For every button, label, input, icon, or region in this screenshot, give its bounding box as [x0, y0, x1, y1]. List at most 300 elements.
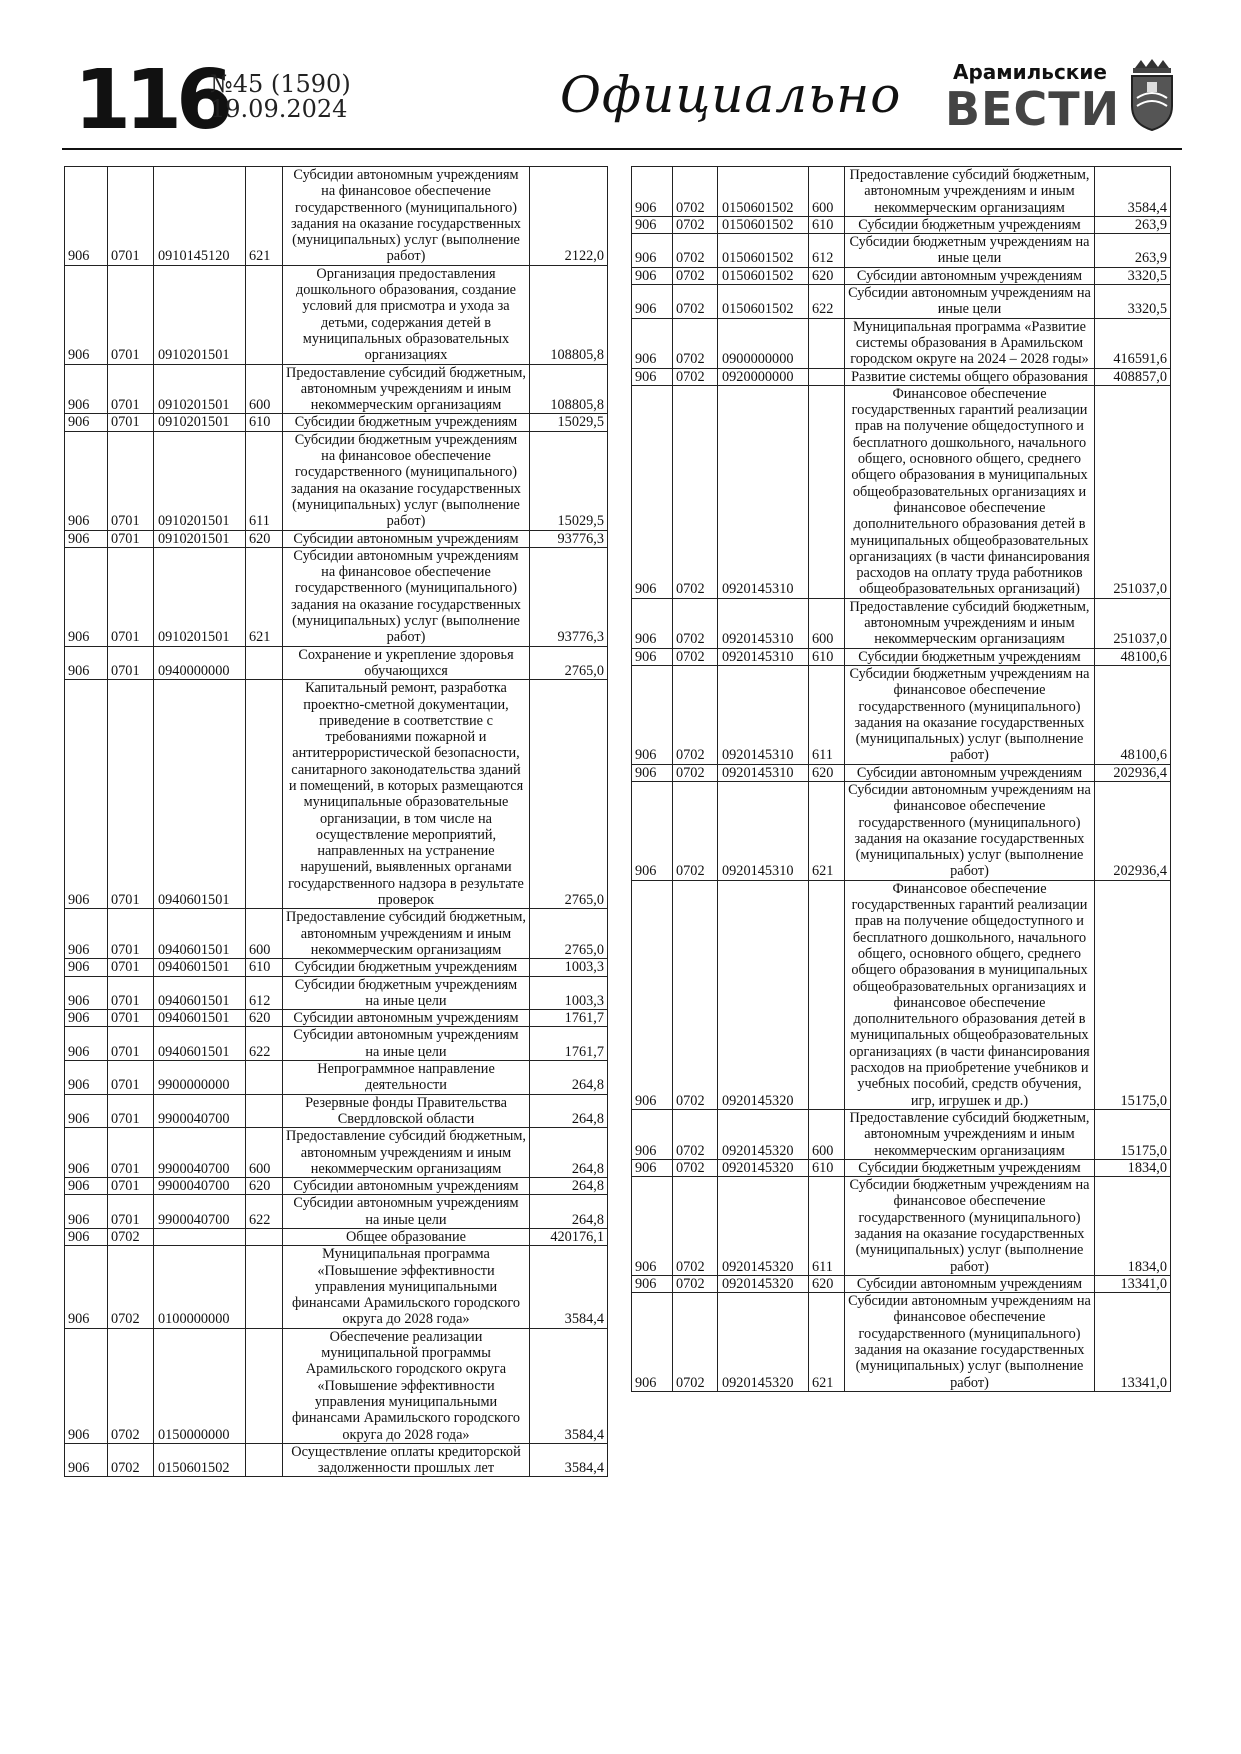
item-name-cell: Субсидии автономным учреждениям на финансовое обеспечение государственного (муниципального) задания на оказание государственных (муниципальных) услуг (выполнение работ) — [283, 547, 530, 646]
table-row — [65, 959, 608, 976]
item-name-cell: Субсидии автономным учреждениям на финансовое обеспечение государственного (муниципального) задания на оказание государственных (муниципальных) услуг (выполнение работ) — [283, 167, 530, 266]
expense-type-cell: 620 — [809, 764, 845, 781]
article-code-cell: 0940601501 — [154, 959, 246, 976]
dept-code-cell: 906 — [632, 764, 673, 781]
expense-type-cell: 621 — [809, 781, 845, 880]
amount-cell: 15175,0 — [1095, 880, 1171, 1109]
item-name-cell: Субсидии бюджетным учреждениям на финансовое обеспечение государственного (муниципального) задания на оказание государственных (муниципальных) услуг (выполнение работ) — [845, 1177, 1095, 1276]
section-code-cell: 0702 — [673, 1177, 718, 1276]
section-code-cell: 0701 — [108, 1178, 154, 1195]
table-row — [65, 1246, 608, 1328]
article-code-cell: 9900000000 — [154, 1061, 246, 1095]
amount-cell: 263,9 — [1095, 216, 1171, 233]
expense-type-cell — [246, 265, 283, 364]
amount-cell: 48100,6 — [1095, 648, 1171, 665]
dept-code-cell: 906 — [632, 1293, 673, 1392]
table-row — [632, 880, 1171, 1109]
section-code-cell: 0701 — [108, 909, 154, 959]
item-name-cell: Финансовое обеспечение государственных гарантий реализации прав на получение общедоступного и бесплатного дошкольного, начального общего, основного общего, среднего общего образования в муниципальных общеобразовательных организациях и финансовое обеспечение дополнительного образования детей в муниципальных общеобразовательных организациях (в части финансирования расходов на оплату труда работников общеобразовательных организаций) — [845, 385, 1095, 598]
issue-number: №45 (1590) — [210, 70, 351, 98]
item-name-cell: Предоставление субсидий бюджетным, автономным учреждениям и иным некоммерческим организациям — [845, 598, 1095, 648]
dept-code-cell: 906 — [65, 167, 108, 266]
city-crest-icon — [1127, 58, 1177, 132]
article-code-cell: 9900040700 — [154, 1094, 246, 1128]
table-row — [632, 781, 1171, 880]
budget-table-left — [64, 166, 608, 1477]
expense-type-cell: 621 — [246, 167, 283, 266]
dept-code-cell: 906 — [65, 1178, 108, 1195]
expense-type-cell: 620 — [246, 1010, 283, 1027]
item-name-cell: Субсидии бюджетным учреждениям — [283, 414, 530, 431]
expense-type-cell — [809, 318, 845, 368]
amount-cell: 2765,0 — [530, 909, 608, 959]
article-code-cell: 0920145320 — [718, 1177, 809, 1276]
dept-code-cell: 906 — [65, 680, 108, 909]
dept-code-cell: 906 — [65, 1061, 108, 1095]
item-name-cell: Предоставление субсидий бюджетным, автономным учреждениям и иным некоммерческим организациям — [283, 909, 530, 959]
table-row — [65, 265, 608, 364]
article-code-cell: 0920145320 — [718, 880, 809, 1109]
issue-date: 19.09.2024 — [210, 95, 348, 124]
item-name-cell: Субсидии бюджетным учреждениям на иные цели — [845, 234, 1095, 268]
article-code-cell: 0920145310 — [718, 764, 809, 781]
logo-small-text: Арамильские — [953, 60, 1107, 84]
dept-code-cell: 906 — [65, 1328, 108, 1443]
amount-cell: 3320,5 — [1095, 285, 1171, 319]
section-title: Официально — [560, 66, 902, 124]
section-code-cell: 0701 — [108, 414, 154, 431]
budget-table-right — [631, 166, 1171, 1392]
expense-type-cell: 610 — [809, 1159, 845, 1176]
expense-type-cell: 612 — [246, 976, 283, 1010]
dept-code-cell: 906 — [65, 265, 108, 364]
table-row — [65, 431, 608, 530]
amount-cell: 108805,8 — [530, 364, 608, 414]
dept-code-cell: 906 — [632, 1109, 673, 1159]
table-row — [65, 364, 608, 414]
dept-code-cell: 906 — [65, 976, 108, 1010]
amount-cell: 13341,0 — [1095, 1293, 1171, 1392]
expense-type-cell: 610 — [246, 414, 283, 431]
item-name-cell: Непрограммное направление деятельности — [283, 1061, 530, 1095]
section-code-cell: 0701 — [108, 1094, 154, 1128]
article-code-cell: 0910201501 — [154, 547, 246, 646]
item-name-cell: Субсидии бюджетным учреждениям — [845, 648, 1095, 665]
section-code-cell: 0702 — [673, 234, 718, 268]
dept-code-cell: 906 — [632, 648, 673, 665]
table-row — [65, 1128, 608, 1178]
table-row — [632, 1159, 1171, 1176]
amount-cell: 263,9 — [1095, 234, 1171, 268]
article-code-cell: 0910145120 — [154, 167, 246, 266]
amount-cell: 2765,0 — [530, 646, 608, 680]
table-row — [632, 1293, 1171, 1392]
amount-cell: 15029,5 — [530, 431, 608, 530]
expense-type-cell: 600 — [809, 598, 845, 648]
expense-type-cell — [809, 385, 845, 598]
expense-type-cell: 611 — [809, 665, 845, 764]
section-code-cell: 0701 — [108, 364, 154, 414]
item-name-cell: Сохранение и укрепление здоровья обучающихся — [283, 646, 530, 680]
expense-type-cell: 600 — [246, 909, 283, 959]
item-name-cell: Субсидии автономным учреждениям на финансовое обеспечение государственного (муниципального) задания на оказание государственных (муниципальных) услуг (выполнение работ) — [845, 781, 1095, 880]
expense-type-cell — [246, 1229, 283, 1246]
section-code-cell: 0702 — [673, 1109, 718, 1159]
table-row — [65, 1328, 608, 1443]
article-code-cell: 0920145320 — [718, 1159, 809, 1176]
table-row — [65, 909, 608, 959]
item-name-cell: Субсидии бюджетным учреждениям на финансовое обеспечение государственного (муниципального) задания на оказание государственных (муниципальных) услуг (выполнение работ) — [283, 431, 530, 530]
item-name-cell: Предоставление субсидий бюджетным, автономным учреждениям и иным некоммерческим организациям — [283, 1128, 530, 1178]
dept-code-cell: 906 — [632, 318, 673, 368]
item-name-cell: Субсидии автономным учреждениям на иные цели — [845, 285, 1095, 319]
table-row — [632, 285, 1171, 319]
budget-table-left-body — [65, 167, 608, 1477]
table-row — [65, 1010, 608, 1027]
section-code-cell: 0702 — [673, 665, 718, 764]
section-code-cell: 0701 — [108, 976, 154, 1010]
dept-code-cell: 906 — [65, 1010, 108, 1027]
table-row — [632, 648, 1171, 665]
expense-type-cell: 600 — [246, 364, 283, 414]
table-row — [65, 1027, 608, 1061]
article-code-cell: 0150601502 — [154, 1443, 246, 1477]
item-name-cell: Обеспечение реализации муниципальной программы Арамильского городского округа «Повышение эффективности управления муниципальными финансами Арамильского городского округа до 2028 года» — [283, 1328, 530, 1443]
section-code-cell: 0702 — [108, 1328, 154, 1443]
amount-cell: 264,8 — [530, 1128, 608, 1178]
dept-code-cell: 906 — [65, 959, 108, 976]
page-header — [62, 52, 1182, 148]
amount-cell: 264,8 — [530, 1195, 608, 1229]
expense-type-cell: 620 — [246, 530, 283, 547]
table-row — [632, 598, 1171, 648]
article-code-cell: 0910201501 — [154, 265, 246, 364]
expense-type-cell — [809, 368, 845, 385]
expense-type-cell — [246, 1094, 283, 1128]
table-row — [65, 1061, 608, 1095]
table-row — [65, 1195, 608, 1229]
amount-cell: 93776,3 — [530, 547, 608, 646]
dept-code-cell: 906 — [632, 267, 673, 284]
table-row — [632, 1109, 1171, 1159]
section-code-cell: 0701 — [108, 959, 154, 976]
article-code-cell: 0920145310 — [718, 648, 809, 665]
expense-type-cell: 612 — [809, 234, 845, 268]
article-code-cell: 0920145310 — [718, 665, 809, 764]
expense-type-cell — [246, 646, 283, 680]
dept-code-cell: 906 — [65, 414, 108, 431]
item-name-cell: Развитие системы общего образования — [845, 368, 1095, 385]
amount-cell: 251037,0 — [1095, 385, 1171, 598]
article-code-cell: 0910201501 — [154, 364, 246, 414]
section-code-cell: 0702 — [108, 1229, 154, 1246]
dept-code-cell: 906 — [632, 1159, 673, 1176]
section-code-cell: 0702 — [108, 1246, 154, 1328]
amount-cell: 1834,0 — [1095, 1177, 1171, 1276]
table-row — [65, 1229, 608, 1246]
item-name-cell: Субсидии автономным учреждениям — [283, 1178, 530, 1195]
dept-code-cell: 906 — [632, 880, 673, 1109]
article-code-cell: 0920000000 — [718, 368, 809, 385]
article-code-cell: 0150000000 — [154, 1328, 246, 1443]
table-row — [65, 976, 608, 1010]
section-code-cell: 0702 — [673, 385, 718, 598]
amount-cell: 416591,6 — [1095, 318, 1171, 368]
section-code-cell: 0702 — [108, 1443, 154, 1477]
amount-cell: 1003,3 — [530, 976, 608, 1010]
table-row — [632, 764, 1171, 781]
article-code-cell: 0910201501 — [154, 414, 246, 431]
expense-type-cell: 621 — [809, 1293, 845, 1392]
expense-type-cell — [246, 1246, 283, 1328]
amount-cell: 1761,7 — [530, 1010, 608, 1027]
expense-type-cell: 600 — [809, 1109, 845, 1159]
dept-code-cell: 906 — [632, 216, 673, 233]
dept-code-cell: 906 — [65, 530, 108, 547]
budget-table-right-body — [632, 167, 1171, 1392]
article-code-cell: 0150601502 — [718, 167, 809, 217]
dept-code-cell: 906 — [632, 598, 673, 648]
article-code-cell: 9900040700 — [154, 1128, 246, 1178]
dept-code-cell: 906 — [65, 1443, 108, 1477]
section-code-cell: 0702 — [673, 368, 718, 385]
item-name-cell: Субсидии автономным учреждениям — [845, 1275, 1095, 1292]
section-code-cell: 0701 — [108, 1027, 154, 1061]
table-row — [65, 1443, 608, 1477]
item-name-cell: Организация предоставления дошкольного образования, создание условий для присмотра и ухода за детьми, содержания детей в муниципальных образовательных организациях — [283, 265, 530, 364]
table-row — [632, 385, 1171, 598]
dept-code-cell: 906 — [65, 1195, 108, 1229]
section-code-cell: 0702 — [673, 167, 718, 217]
section-code-cell: 0702 — [673, 285, 718, 319]
dept-code-cell: 906 — [632, 167, 673, 217]
amount-cell: 48100,6 — [1095, 665, 1171, 764]
expense-type-cell: 611 — [809, 1177, 845, 1276]
table-row — [65, 1094, 608, 1128]
table-row — [632, 1275, 1171, 1292]
item-name-cell: Субсидии бюджетным учреждениям на иные цели — [283, 976, 530, 1010]
amount-cell: 3320,5 — [1095, 267, 1171, 284]
dept-code-cell: 906 — [65, 364, 108, 414]
section-code-cell: 0701 — [108, 431, 154, 530]
dept-code-cell: 906 — [632, 665, 673, 764]
item-name-cell: Резервные фонды Правительства Свердловской области — [283, 1094, 530, 1128]
article-code-cell: 0910201501 — [154, 431, 246, 530]
article-code-cell: 0920145320 — [718, 1109, 809, 1159]
section-code-cell: 0701 — [108, 646, 154, 680]
item-name-cell: Субсидии автономным учреждениям — [845, 267, 1095, 284]
expense-type-cell: 610 — [246, 959, 283, 976]
amount-cell: 93776,3 — [530, 530, 608, 547]
dept-code-cell: 906 — [65, 1027, 108, 1061]
expense-type-cell: 610 — [809, 648, 845, 665]
section-code-cell: 0702 — [673, 598, 718, 648]
expense-type-cell: 620 — [246, 1178, 283, 1195]
item-name-cell: Предоставление субсидий бюджетным, автономным учреждениям и иным некоммерческим организациям — [845, 167, 1095, 217]
amount-cell: 2122,0 — [530, 167, 608, 266]
table-row — [632, 234, 1171, 268]
expense-type-cell: 622 — [246, 1027, 283, 1061]
item-name-cell: Субсидии автономным учреждениям на иные цели — [283, 1195, 530, 1229]
dept-code-cell: 906 — [65, 909, 108, 959]
article-code-cell: 0150601502 — [718, 216, 809, 233]
amount-cell: 3584,4 — [1095, 167, 1171, 217]
section-code-cell: 0701 — [108, 530, 154, 547]
item-name-cell: Субсидии автономным учреждениям — [283, 1010, 530, 1027]
section-code-cell: 0702 — [673, 764, 718, 781]
amount-cell: 15175,0 — [1095, 1109, 1171, 1159]
item-name-cell: Общее образование — [283, 1229, 530, 1246]
amount-cell: 264,8 — [530, 1094, 608, 1128]
section-code-cell: 0702 — [673, 880, 718, 1109]
dept-code-cell: 906 — [632, 781, 673, 880]
section-code-cell: 0701 — [108, 1010, 154, 1027]
section-code-cell: 0702 — [673, 318, 718, 368]
section-code-cell: 0702 — [673, 1159, 718, 1176]
item-name-cell: Субсидии автономным учреждениям на иные цели — [283, 1027, 530, 1061]
amount-cell: 408857,0 — [1095, 368, 1171, 385]
article-code-cell: 0920145310 — [718, 598, 809, 648]
section-code-cell: 0702 — [673, 648, 718, 665]
dept-code-cell: 906 — [65, 1229, 108, 1246]
section-code-cell: 0702 — [673, 267, 718, 284]
item-name-cell: Предоставление субсидий бюджетным, автономным учреждениям и иным некоммерческим организациям — [283, 364, 530, 414]
expense-type-cell — [246, 1443, 283, 1477]
amount-cell: 420176,1 — [530, 1229, 608, 1246]
dept-code-cell: 906 — [632, 1177, 673, 1276]
expense-type-cell: 620 — [809, 1275, 845, 1292]
article-code-cell: 0940601501 — [154, 1010, 246, 1027]
amount-cell: 3584,4 — [530, 1246, 608, 1328]
amount-cell: 15029,5 — [530, 414, 608, 431]
amount-cell: 264,8 — [530, 1061, 608, 1095]
article-code-cell: 0920145310 — [718, 781, 809, 880]
expense-type-cell: 621 — [246, 547, 283, 646]
dept-code-cell: 906 — [65, 646, 108, 680]
amount-cell: 264,8 — [530, 1178, 608, 1195]
item-name-cell: Субсидии бюджетным учреждениям на финансовое обеспечение государственного (муниципального) задания на оказание государственных (муниципальных) услуг (выполнение работ) — [845, 665, 1095, 764]
item-name-cell: Предоставление субсидий бюджетным, автономным учреждениям и иным некоммерческим организациям — [845, 1109, 1095, 1159]
expense-type-cell: 600 — [809, 167, 845, 217]
expense-type-cell: 600 — [246, 1128, 283, 1178]
table-row — [632, 267, 1171, 284]
article-code-cell: 0150601502 — [718, 234, 809, 268]
section-code-cell: 0701 — [108, 547, 154, 646]
article-code-cell: 0940601501 — [154, 1027, 246, 1061]
expense-type-cell: 620 — [809, 267, 845, 284]
article-code-cell: 0910201501 — [154, 530, 246, 547]
article-code-cell: 0150601502 — [718, 267, 809, 284]
table-row — [65, 167, 608, 266]
item-name-cell: Субсидии бюджетным учреждениям — [845, 1159, 1095, 1176]
expense-type-cell: 622 — [246, 1195, 283, 1229]
dept-code-cell: 906 — [632, 1275, 673, 1292]
article-code-cell: 9900040700 — [154, 1195, 246, 1229]
dept-code-cell: 906 — [632, 285, 673, 319]
table-row — [65, 547, 608, 646]
table-row — [65, 680, 608, 909]
table-row — [632, 167, 1171, 217]
section-code-cell: 0702 — [673, 1275, 718, 1292]
item-name-cell: Субсидии автономным учреждениям — [283, 530, 530, 547]
expense-type-cell: 622 — [809, 285, 845, 319]
item-name-cell: Финансовое обеспечение государственных гарантий реализации прав на получение общедоступного и бесплатного дошкольного, начального общего, основного общего, среднего общего образования в муниципальных общеобразовательных организациях и финансовое обеспечение дополнительного образования детей в муниципальных общеобразовательных организациях (в части финансирования расходов на приобретение учебников и учебных пособий, средств обучения, игр, игрушек и др.) — [845, 880, 1095, 1109]
dept-code-cell: 906 — [65, 547, 108, 646]
dept-code-cell: 906 — [65, 1128, 108, 1178]
expense-type-cell — [809, 880, 845, 1109]
section-code-cell: 0702 — [673, 1293, 718, 1392]
article-code-cell: 0920145320 — [718, 1275, 809, 1292]
table-row — [632, 368, 1171, 385]
table-row — [65, 414, 608, 431]
dept-code-cell: 906 — [65, 431, 108, 530]
amount-cell: 3584,4 — [530, 1443, 608, 1477]
page-number: 116 — [74, 53, 228, 148]
expense-type-cell — [246, 1328, 283, 1443]
header-rule — [62, 148, 1182, 150]
issue-info — [210, 72, 351, 122]
article-code-cell: 0150601502 — [718, 285, 809, 319]
section-code-cell: 0702 — [673, 781, 718, 880]
amount-cell: 202936,4 — [1095, 764, 1171, 781]
amount-cell: 3584,4 — [530, 1328, 608, 1443]
amount-cell: 202936,4 — [1095, 781, 1171, 880]
article-code-cell: 0940601501 — [154, 909, 246, 959]
expense-type-cell: 610 — [809, 216, 845, 233]
amount-cell: 13341,0 — [1095, 1275, 1171, 1292]
article-code-cell: 0920145310 — [718, 385, 809, 598]
item-name-cell: Муниципальная программа «Развитие системы образования в Арамильском городском округе на 2024 – 2028 годы» — [845, 318, 1095, 368]
table-row — [632, 1177, 1171, 1276]
article-code-cell: 0940601501 — [154, 680, 246, 909]
amount-cell: 2765,0 — [530, 680, 608, 909]
item-name-cell: Субсидии автономным учреждениям — [845, 764, 1095, 781]
amount-cell: 1761,7 — [530, 1027, 608, 1061]
dept-code-cell: 906 — [632, 385, 673, 598]
dept-code-cell: 906 — [632, 368, 673, 385]
amount-cell: 1834,0 — [1095, 1159, 1171, 1176]
amount-cell: 1003,3 — [530, 959, 608, 976]
item-name-cell: Субсидии автономным учреждениям на финансовое обеспечение государственного (муниципального) задания на оказание государственных (муниципальных) услуг (выполнение работ) — [845, 1293, 1095, 1392]
section-code-cell: 0701 — [108, 1061, 154, 1095]
table-row — [632, 318, 1171, 368]
section-code-cell: 0702 — [673, 216, 718, 233]
article-code-cell — [154, 1229, 246, 1246]
table-row — [632, 216, 1171, 233]
dept-code-cell: 906 — [65, 1094, 108, 1128]
article-code-cell: 0940601501 — [154, 976, 246, 1010]
table-row — [65, 530, 608, 547]
article-code-cell: 9900040700 — [154, 1178, 246, 1195]
table-row — [632, 665, 1171, 764]
expense-type-cell: 611 — [246, 431, 283, 530]
item-name-cell: Муниципальная программа «Повышение эффективности управления муниципальными финансами Арамильского городского округа до 2028 года» — [283, 1246, 530, 1328]
section-code-cell: 0701 — [108, 680, 154, 909]
item-name-cell: Осуществление оплаты кредиторской задолженности прошлых лет — [283, 1443, 530, 1477]
item-name-cell: Субсидии бюджетным учреждениям — [845, 216, 1095, 233]
expense-type-cell — [246, 1061, 283, 1095]
section-code-cell: 0701 — [108, 1195, 154, 1229]
table-row — [65, 1178, 608, 1195]
article-code-cell: 0100000000 — [154, 1246, 246, 1328]
amount-cell: 251037,0 — [1095, 598, 1171, 648]
amount-cell: 108805,8 — [530, 265, 608, 364]
item-name-cell: Субсидии бюджетным учреждениям — [283, 959, 530, 976]
section-code-cell: 0701 — [108, 265, 154, 364]
article-code-cell: 0940000000 — [154, 646, 246, 680]
section-code-cell: 0701 — [108, 1128, 154, 1178]
item-name-cell: Капитальный ремонт, разработка проектно-сметной документации, приведение в соответствие с требованиями пожарной и антитеррористической безопасности, санитарного законодательства зданий и помещений, в которых размещаются муниципальные образовательные организации, в том числе на осуществление мероприятий, направленных на устранение нарушений, выявленных органами государственного надзора в результате проверок — [283, 680, 530, 909]
